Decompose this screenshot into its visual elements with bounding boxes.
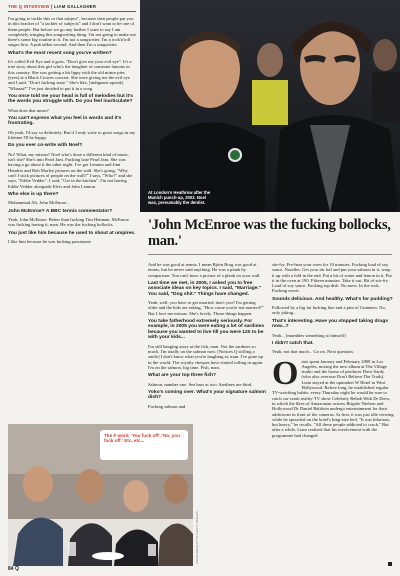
section-label: THE Q INTERVIEW: [8, 4, 50, 9]
heathrow-photo: [140, 0, 400, 212]
answer: Yeah... [mumbles something to himself]: [272, 332, 346, 338]
question: Who else is up there?: [8, 191, 59, 197]
question: John McEnroe? A BBC tennis commentator?: [8, 208, 113, 214]
answer: Muhammad Ali. John McEnroe...: [8, 200, 70, 206]
answer: Yeah, John McEnroe. Better than fucking Tim Henman. McEnroe was fucking having it, man. He was the fucking bollocks.: [8, 217, 129, 228]
page-folio: 84 Q: [8, 566, 19, 572]
qa-list-right: [272, 262, 394, 355]
question: I didn't catch that.: [272, 340, 314, 346]
answer: I'm still banging away at the fish, man. Not the sardines so much. I'm totally on the salmon now. [Notices Q stifling a smile] I don't know what you're laughing at, man. I've gone up in the world. The royalty cheques have started rolling in again. I'm on the salmon, big time. Fish, man.: [148, 343, 264, 370]
photo-caption: At London's Heathrow after the Munich punch-up, 2002. Noel was, presumably the dentist.: [148, 190, 211, 205]
qa-list: [8, 51, 136, 245]
question: You take fatherhood extremely seriously. For example, in 2005 you were eating a lot of sardines because you wanted to live till you were 120 to be with your kids...: [148, 319, 265, 341]
question: You can't express what you feel in words and it's frustrating.: [8, 116, 122, 127]
drop-cap: O: [272, 354, 299, 392]
intro-paragraph: I'm going to tackle this or that subject", because then people put you in this bracket of "a tackler of subjects" and I don't want to be one of them people. But before we go any further I want to say I am completely winging this songwriting thing. I'm not going to make out there's some big routine to it. I'm not a songwriter. I'm a rock'n'roll singer first. A pub talker second. And then I'm a songwriter.: [8, 16, 136, 48]
question: Yoko's coming over. What's your signature salmon dish?: [148, 389, 266, 401]
question: What are your top three fish?: [148, 373, 216, 379]
pull-quote-rule: [148, 254, 392, 255]
question: You once told me your head is full of melodies but it's the words you struggle with. Do you feel inarticulate?: [8, 93, 133, 105]
question: What's the most recent song you've written?: [8, 50, 112, 56]
answer: Yeah, well, you have to get married, don't you? I'm getting older and the kids are asking, "How come you're not married?" But I love me missus. She's lovely. Those things happen.: [148, 300, 264, 316]
section-header: THE Q INTERVIEW | LIAM GALLAGHER: [8, 4, 97, 9]
column-left: [8, 16, 136, 426]
question: Last time we met, in 2005, I asked you to free associate ideas on key topics. I said, "Marriage." You said, "Dog shit." Things have changed.: [148, 280, 262, 297]
end-mark: [388, 562, 392, 566]
header-rule: [8, 11, 136, 12]
paragraph: And he was good at tennis. I mean Björn Borg was good at tennis, but he never said anything. He was a plank by comparison. You can't have a picture of a plank on your wall.: [148, 262, 261, 278]
answer: Salmon, number one. Sea bass at two. Sardines are third.: [148, 381, 253, 387]
answer: I like him because he was fucking passionate.: [8, 239, 92, 245]
answer: What does that mean?: [8, 107, 49, 113]
pull-quote: 'John McEnroe was the fucking bollocks, man.': [148, 217, 391, 249]
answer: Fucking salmon and: [148, 403, 186, 409]
feature-paragraph: [272, 354, 394, 438]
answer: Oh yeah, I'd say so definitely. But if I only write to great songs in my lifetime I'll be happy.: [8, 129, 136, 141]
feature-text: asis spent January and February 2008 in Los Angeles, mixing the new album at The Village studio and the house of producer Dave Sardy (who also oversaw Don't Believe The Truth). Liam stayed at the upmarket W Hotel in West Hollywood. Before long, he established regular TV-watching habits: every Thursday night he would be sure to catch car-crash reality-TV show Celebrity Rehab With Dr Drew, in which the likes of Amazonian actress Brigitte Nielsen and Hollywood Dr Daniel Baldwin undergo entertainment for their addictions in front of the cameras. At first, it was just idle viewing while he sprawled on the hotel's king-size bed. "It was hilarious, but heavy," he recalls. "All these people addicted to crack." But after a while, Liam realised that his involvement with the programme had changed.: [272, 358, 394, 438]
question: That's interesting. Have you stopped taking drugs now...?: [272, 318, 389, 330]
answer: Yeah, not that much... Go on. Next question.: [272, 349, 354, 355]
answer: No! What, my missus? Noel who's done a different kind of music, isn't she? She's into Pearl Jam. Fucking hate Pearl Jam. She was having a go about it the other night. I've got Lennon and Jimi Hendrix and Bob Marley pictures on the wall. She's going, "Why can't I stick pictures of people on the wall?" I says, "Who?" and she says, "Eddie Vedder". I said, "Get in the kitchen". I'm not having Eddie Vedder alongside Elvis and John Lennon.: [8, 151, 133, 189]
question: You just like him because he used to shout at umpires.: [8, 230, 136, 236]
column-right: [272, 262, 394, 562]
paragraph: stir-fry. Pre-heat your oven for 10 minutes. Fucking load of soy sauce. Noodles. Get your tin foil and put your salmon in it, wrap it up with a fold in the end. Put a bit of water and lemon in it. Put it in the oven at 190. Fifteen minutes. Take it out. Bit of stir-fry. Load of soy sauce. Fucking top dish. No mess. In the wok. Fucking sweet.: [272, 262, 392, 294]
answer: Followed by a big fat fucking line and a pint of Guinness. No, only joking...: [272, 305, 387, 316]
answer: It's called Evil Eye and it goes, "Don't give me your evil eye". It's a true story about this girl who's the daughter of someone famous in this country. She was getting a bit lippy with the old mince pies [eyes] at a Black Crowes concert. She were giving me the evil eye and I said, "Don't fucking stare." She's like, [indignant squeak] "Whaaat?" I've just decided to put it in a song.: [8, 59, 132, 91]
question: Do you ever co-write with Noel?: [8, 143, 83, 149]
speech-bubble-text: The F word, 'You fuck off', 'No, you fuck off.' Etc, etc...: [104, 433, 180, 444]
subject-name: LIAM GALLAGHER: [54, 4, 97, 9]
photo-credit: FRANK MICELOTTA / GETTY IMAGES: [195, 511, 199, 564]
heathrow-photo-art: [140, 0, 400, 212]
question: Sounds delicious. And healthy. What's for pudding?: [272, 296, 393, 302]
